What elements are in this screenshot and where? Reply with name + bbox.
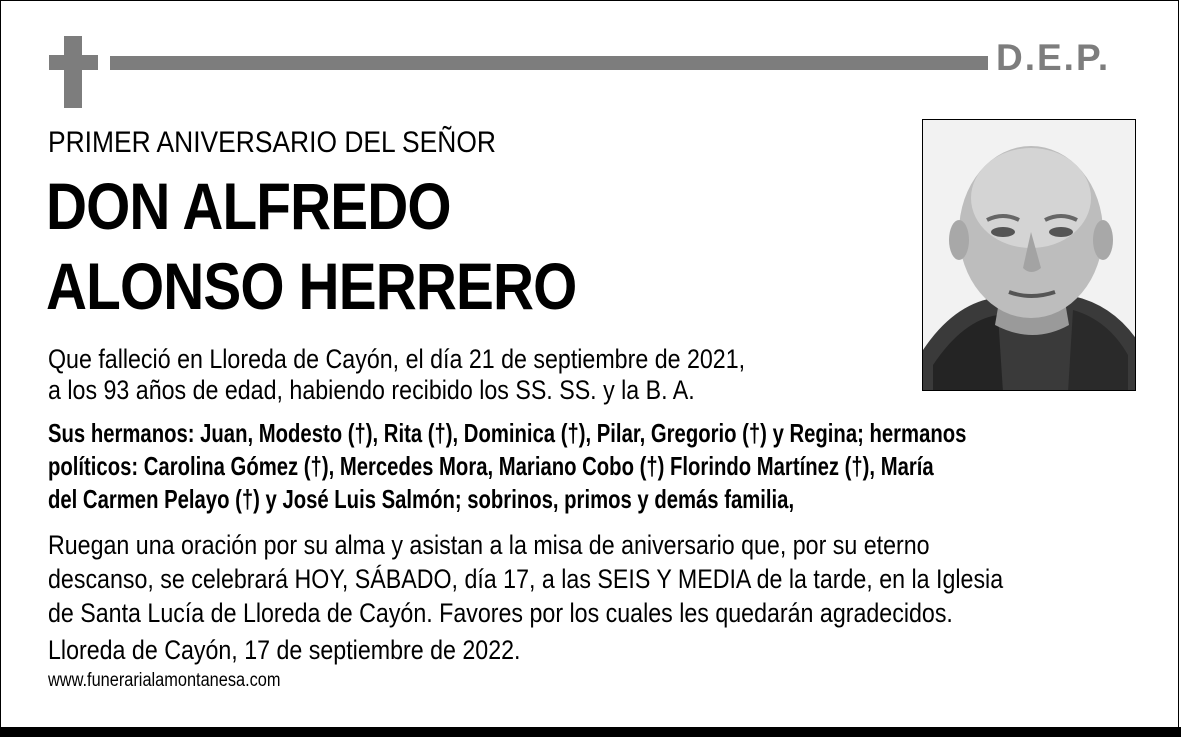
mass-line: Ruegan una oración por su alma y asistan a la misa de aniversario que, por su eterno <box>48 530 930 560</box>
dateline: Lloreda de Cayón, 17 de septiembre de 2022. <box>48 635 521 665</box>
mass-announcement <box>48 528 1123 630</box>
death-notice-line2: a los 93 años de edad, habiendo recibido los SS. SS. y la B. A. <box>48 375 695 405</box>
mass-line: de Santa Lucía de Lloreda de Cayón. Favores por los cuales les quedarán agradecidos. <box>48 598 953 628</box>
dep-badge: D.E.P. <box>996 37 1111 78</box>
deceased-name-line1: DON ALFREDO <box>46 169 451 243</box>
family-line: del Carmen Pelayo (†) y José Luis Salmón; sobrinos, primos y demás familia, <box>48 484 795 514</box>
death-notice-line1: Que falleció en Lloreda de Cayón, el día 21 de septiembre de 2021, <box>48 344 746 374</box>
subtitle: PRIMER ANIVERSARIO DEL SEÑOR <box>48 126 496 159</box>
bottom-rule <box>0 727 1181 737</box>
website-link[interactable]: www.funerarialamontanesa.com <box>48 670 281 691</box>
header-rule <box>110 56 988 70</box>
family-list <box>48 417 966 516</box>
family-line: Sus hermanos: Juan, Modesto (†), Rita (†), Dominica (†), Pilar, Gregorio (†) y Regina; hermanos <box>48 418 967 448</box>
family-line: políticos: Carolina Gómez (†), Mercedes Mora, Mariano Cobo (†) Florindo Martínez (†), María <box>48 451 934 481</box>
deceased-name-line2: ALONSO HERRERO <box>46 249 577 323</box>
mass-line: descanso, se celebrará HOY, SÁBADO, día 17, a las SEIS Y MEDIA de la tarde, en la Iglesia <box>48 564 1004 594</box>
